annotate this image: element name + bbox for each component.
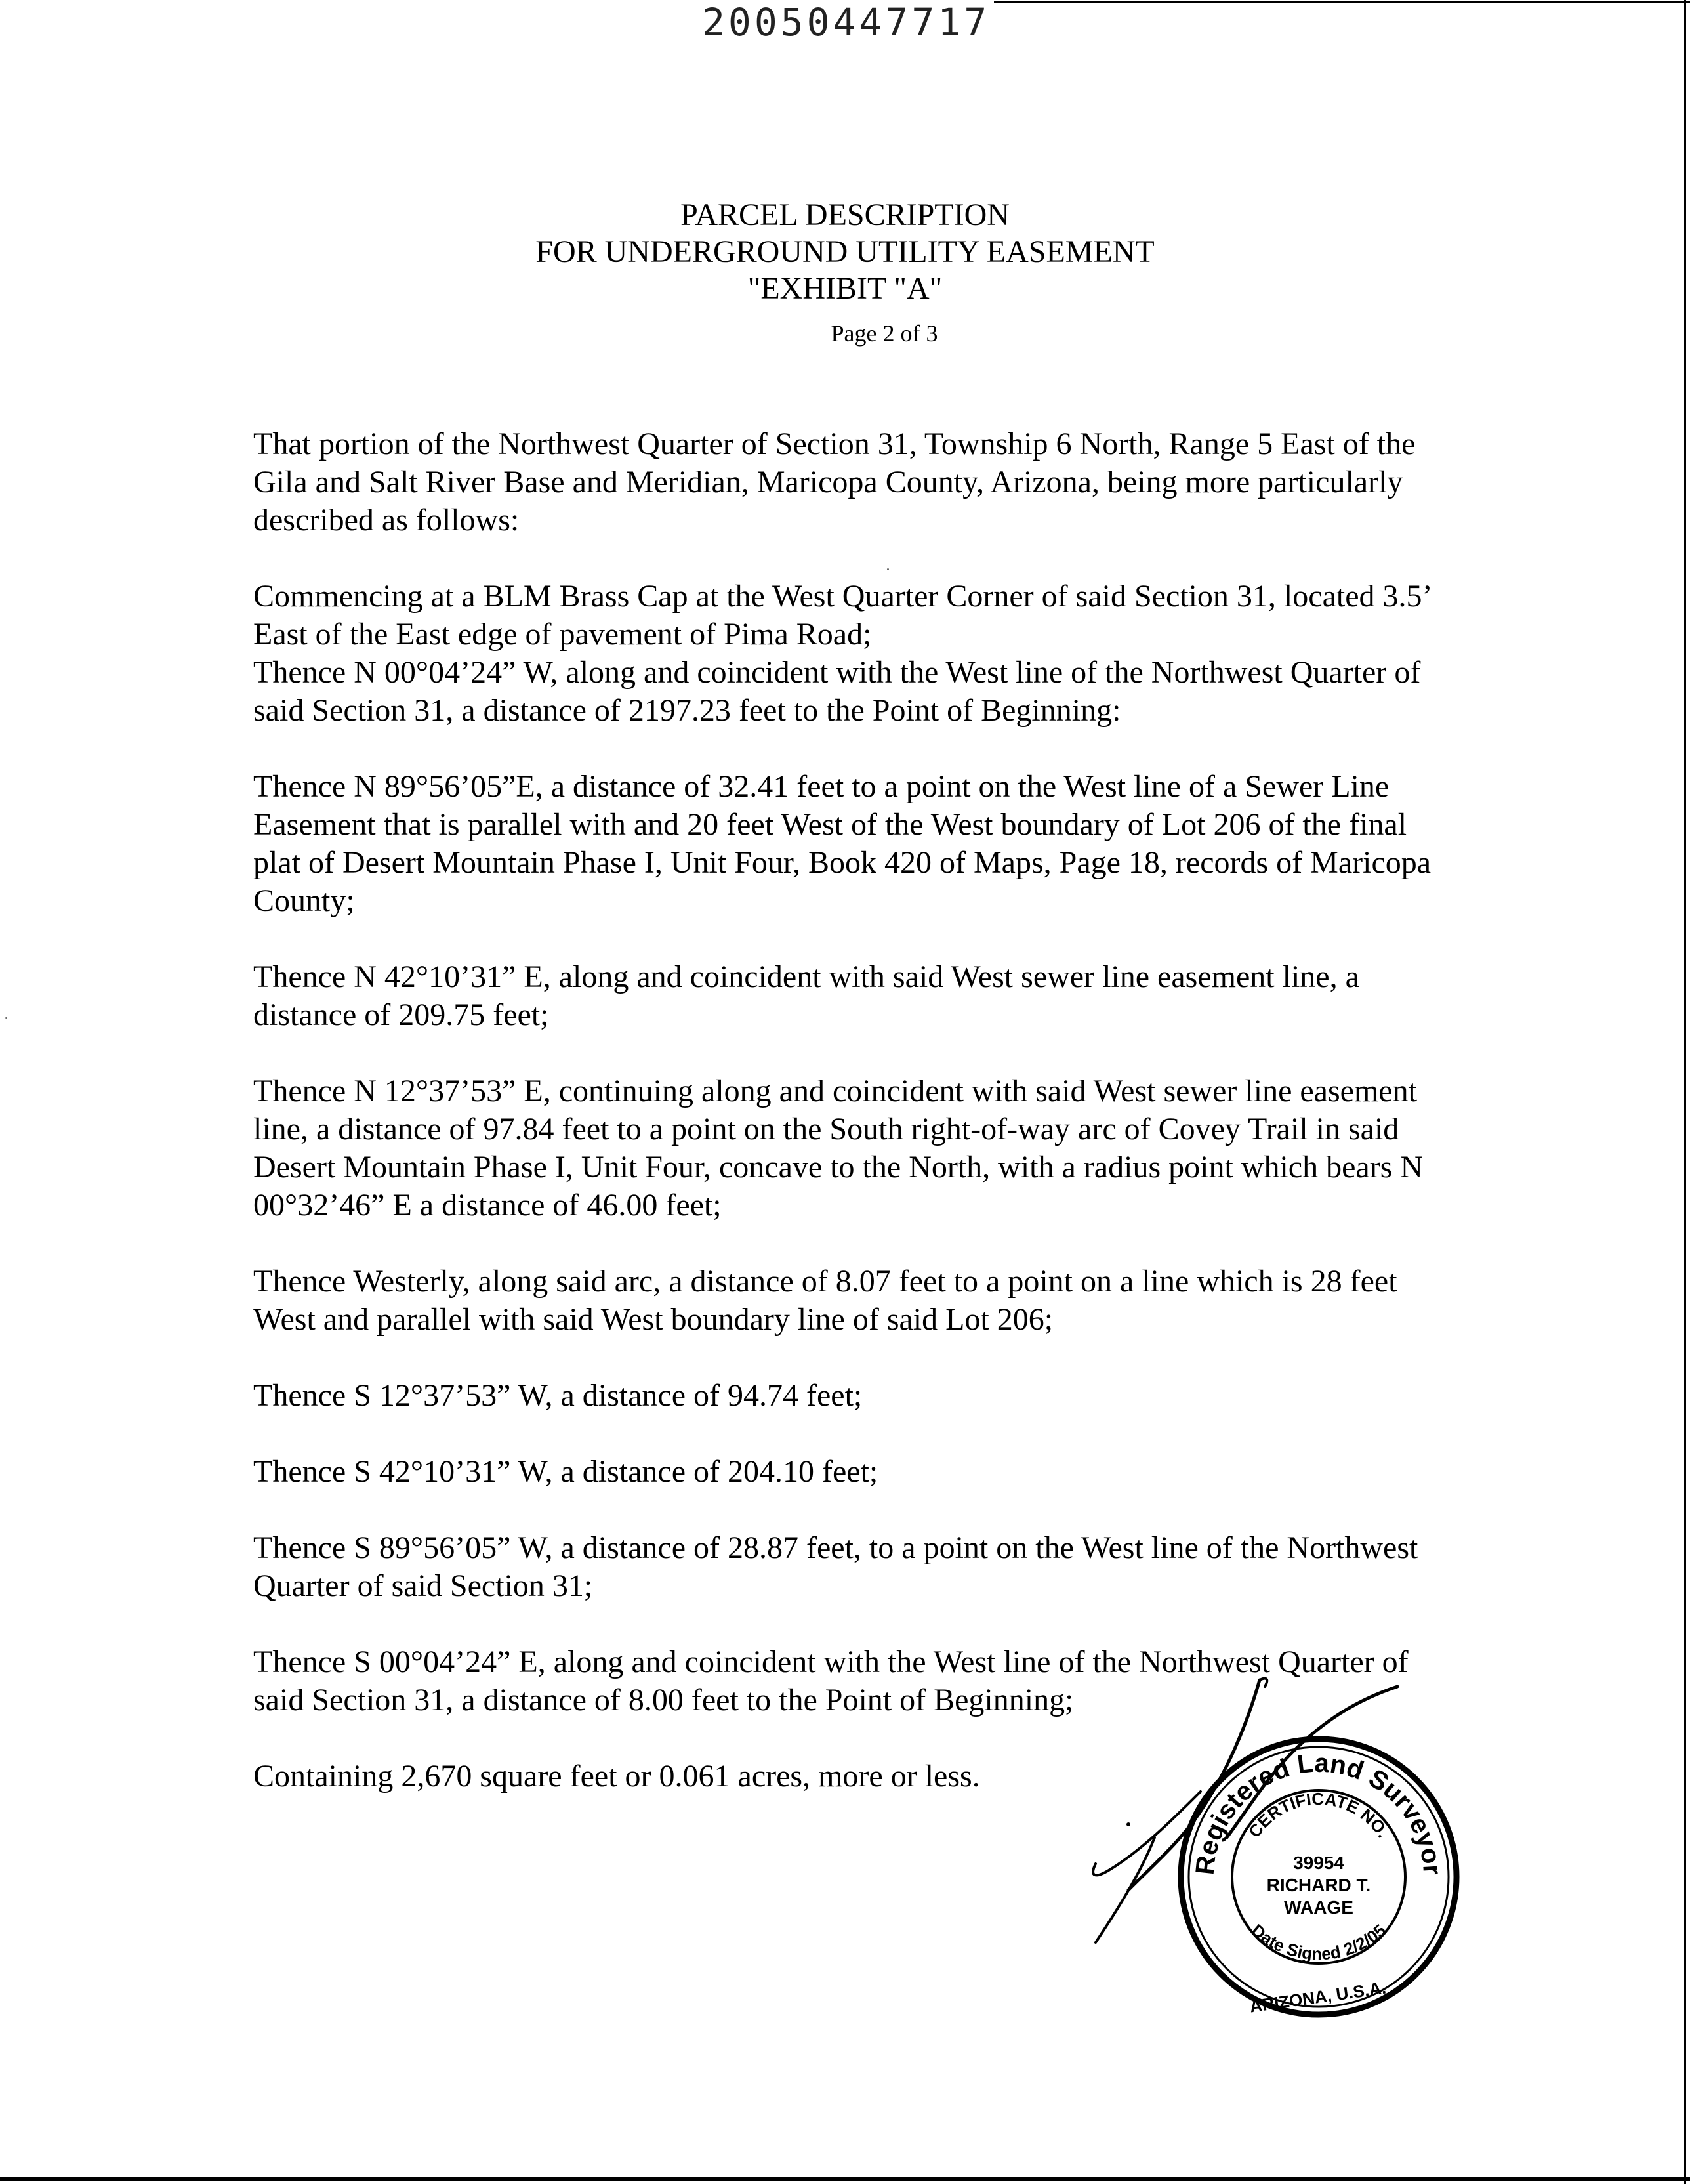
paragraph-portion: That portion of the Northwest Quarter of Section 31, Township 6 North, Range 5 East of the Gila and Salt River Base and Meridian, Maricopa County, Arizona, being more particularly described as follows: [253,427,1416,537]
paragraph-thence-n-00-04-24-w: Thence N 00°04’24” W, along and coincident with the West line of the Northwest Quarter of said Section 31, a distance of 2197.23 feet to the Point of Beginning: [253,655,1421,728]
page-number: Page 2 of 3 [831,320,938,346]
paragraph-thence-n-42-10-31-e: Thence N 42°10’31” E, along and coincident with said West sewer line easement line, a distance of 209.75 feet; [253,959,1359,1032]
paragraph-thence-s-42-10-31-w: Thence S 42°10’31” W, a distance of 204.10 feet; [253,1454,878,1489]
svg-text:CERTIFICATE NO.: CERTIFICATE NO. [1244,1788,1393,1841]
scan-frame-bottom-edge [0,2177,1690,2181]
paragraph-thence-n-89-56-05-e: Thence N 89°56’05”E, a distance of 32.41 feet to a point on the West line of a Sewer Line Easement that is parallel with and 20 feet West of the West boundary of Lot 206 of the final plat of Desert Mountain Phase I, Unit Four, Book 420 of Maps, Page 18, records of Maricopa County; [253,769,1432,918]
parcel-description-body [253,425,1441,1834]
scan-speck [5,1017,7,1019]
document-header [0,197,1690,348]
svg-text:Registered Land Surveyor: Registered Land Surveyor [1190,1748,1447,1876]
svg-text:RICHARD T.: RICHARD T. [1266,1875,1371,1895]
header-title: PARCEL DESCRIPTION [680,198,1010,232]
svg-text:39954: 39954 [1293,1853,1344,1873]
paragraph-thence-s-12-37-53-w: Thence S 12°37’53” W, a distance of 94.74 feet; [253,1378,863,1413]
paragraph-thence-s-00-04-24-e: Thence S 00°04’24” E, along and coincident with the West line of the Northwest Quarter of said Section 31, a distance of 8.00 feet to the Point of Beginning; [253,1645,1409,1717]
paragraph-containing-area: Containing 2,670 square feet or 0.061 acres, more or less. [253,1759,980,1794]
paragraph-thence-s-89-56-05-w: Thence S 89°56’05” W, a distance of 28.87 feet, to a point on the West line of the Northwest Quarter of said Section 31; [253,1530,1418,1603]
document-number: 20050447717 [702,0,991,45]
paragraph-thence-westerly: Thence Westerly, along said arc, a distance of 8.07 feet to a point on a line which is 28 feet West and parallel with said West boundary line of said Lot 206; [253,1264,1397,1337]
svg-text:ARIZONA, U.S.A.: ARIZONA, U.S.A. [1248,1977,1388,2017]
surveyor-seal [1168,1726,1470,2028]
header-exhibit: "EXHIBIT "A" [747,271,943,306]
header-subtitle: FOR UNDERGROUND UTILITY EASEMENT [535,234,1155,269]
scan-frame-top-edge [994,1,1690,3]
svg-text:Date Signed 2/2/05: Date Signed 2/2/05 [1247,1920,1390,1964]
paragraph-thence-n-12-37-53-e: Thence N 12°37’53” E, continuing along and coincident with said West sewer line easement line, a distance of 97.84 feet to a point on the South right-of-way arc of Covey Trail in said Desert Mountain Phase I, Unit Four, concave to the North, with a radius point which bears N 00°32’46” E a distance of 46.00 feet; [253,1074,1424,1223]
paragraph-commencing: Commencing at a BLM Brass Cap at the West Quarter Corner of said Section 31, located 3.5’ East of the East edge of pavement of Pima Road; [253,579,1430,652]
svg-text:WAAGE: WAAGE [1284,1897,1353,1918]
